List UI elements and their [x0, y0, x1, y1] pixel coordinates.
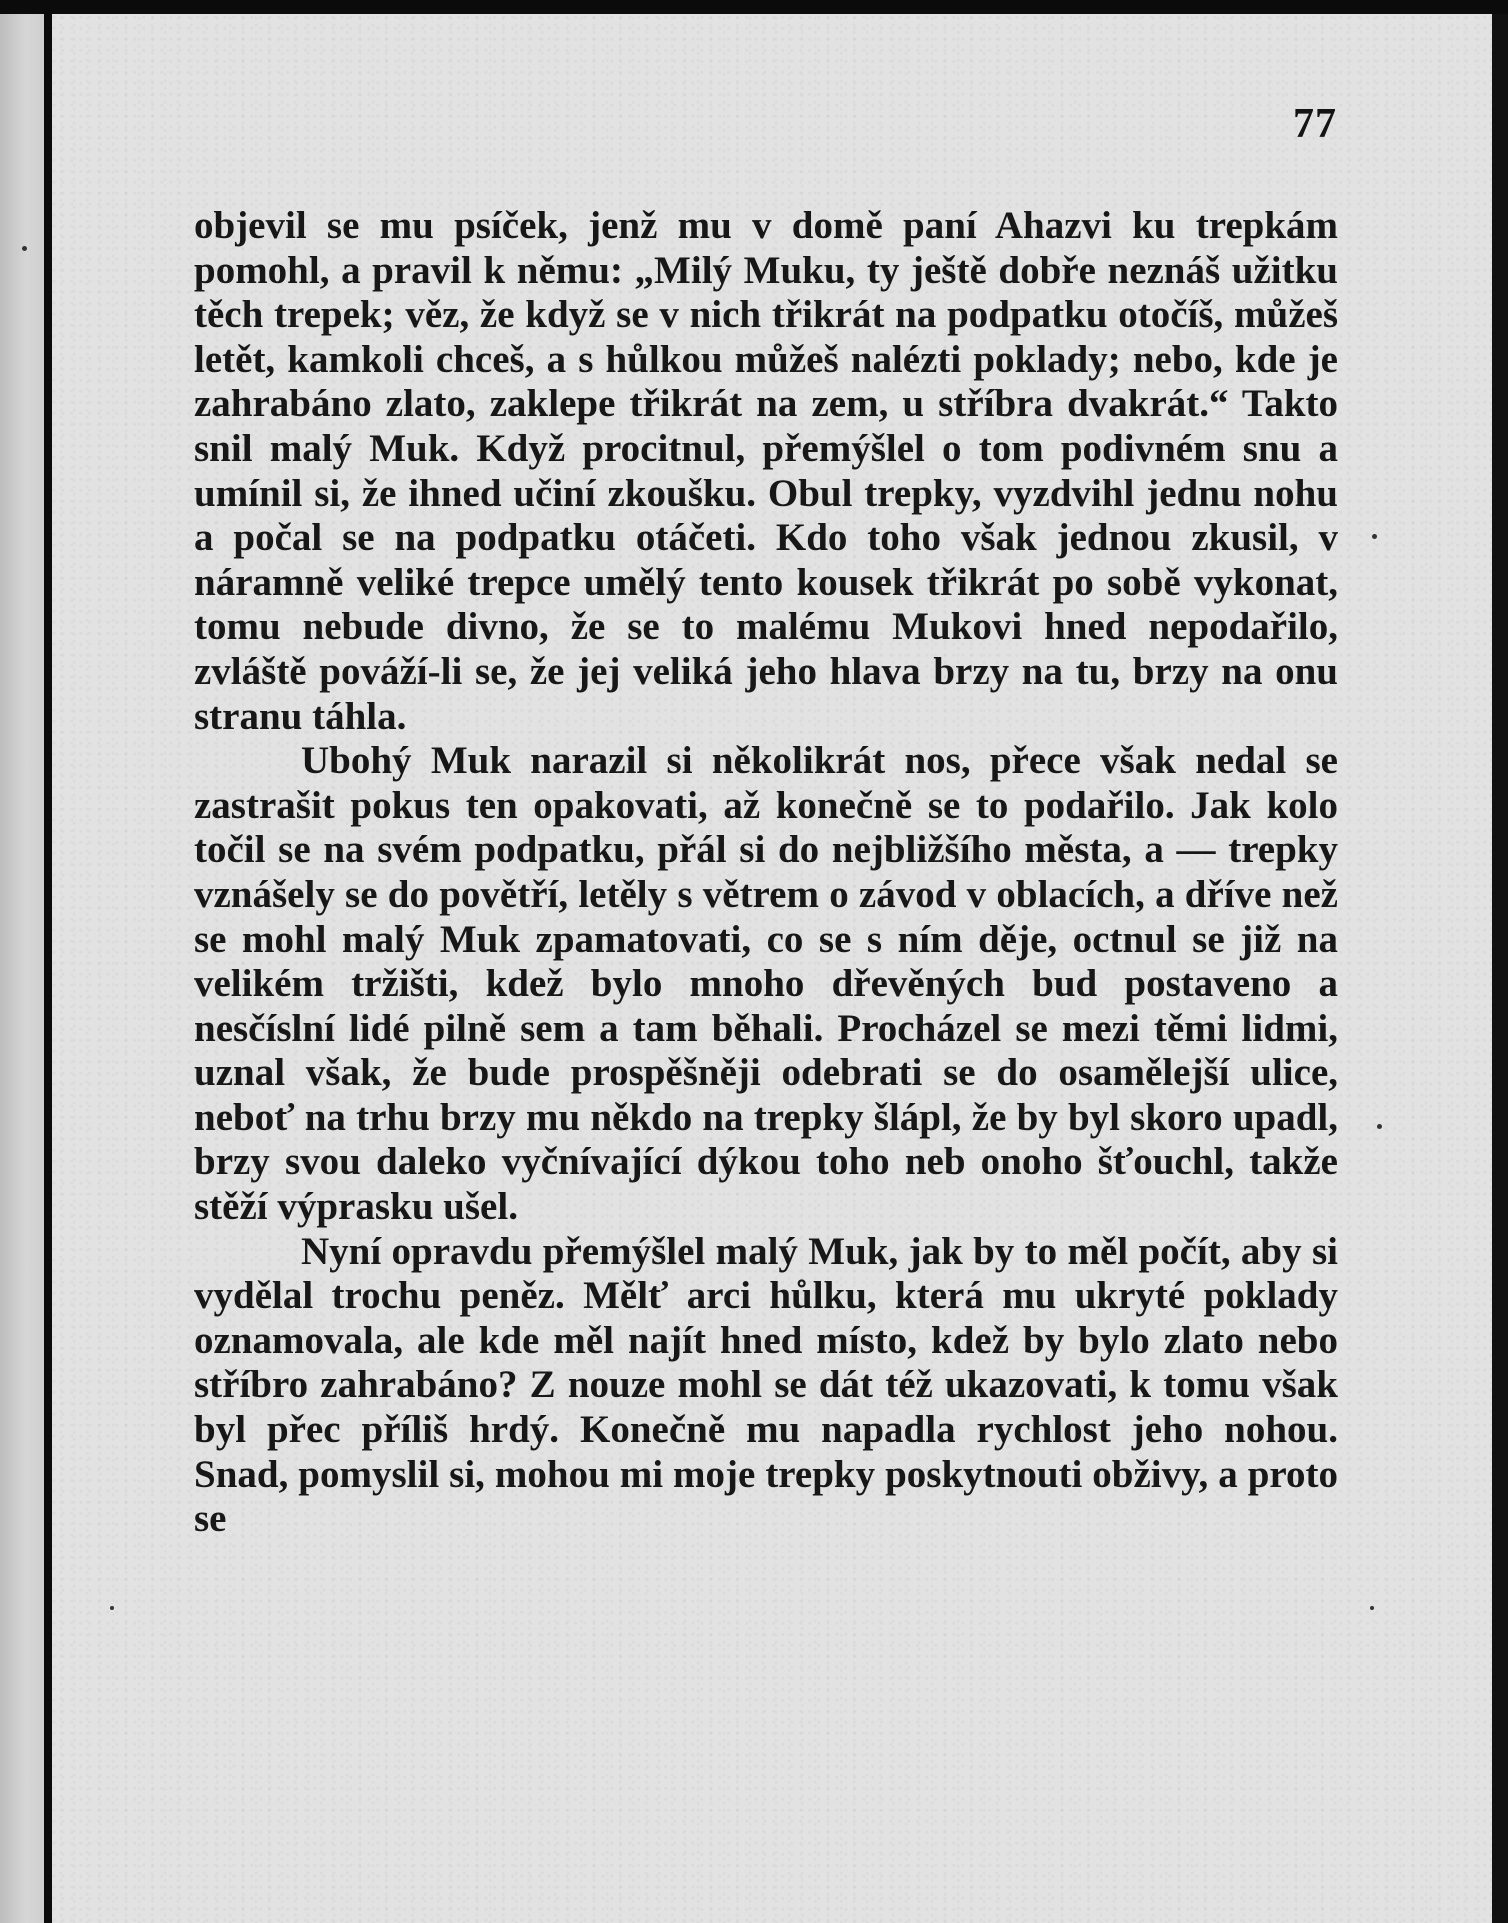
paragraph: objevil se mu psíček, jenž mu v domě paní Ahazvi ku trepkám pomohl, a pravil k němu: „Milý Muku, ty ještě dobře neznáš užitku těch trepek; věz, že když se v nich třikrát na podpatku otočíš, můžeš letět, kamkoli chceš, a s hůlkou můžeš nalézti poklady; nebo, kde je zahrabáno zlato, zaklepe třikrát na zem, u stříbra dvakrát.“ Takto snil malý Muk. Když procitnul, přemýšlel o tom podivném snu a umínil si, že ihned učiní zkoušku. Obul trepky, vyzdvihl jednu nohu a počal se na podpatku otáčeti. Kdo toho však jednou zkusil, v náramně veliké trepce umělý tento kousek třikrát po sobě vykonat, tomu nebude divno, že se to malému Mukovi hned nepodařilo, zvláště pováží-li se, že jej veliká jeho hlava brzy na tu, brzy na onu stranu táhla.: [194, 204, 1338, 738]
print-speck: [1377, 1124, 1382, 1129]
body-text: [194, 204, 1338, 1542]
print-speck: [110, 1606, 114, 1610]
paragraph: Nyní opravdu přemýšlel malý Muk, jak by to měl počít, aby si vydělal trochu peněz. Mělť arci hůlku, která mu ukryté poklady oznamovala, ale kde měl najít hned místo, kdež by bylo zlato nebo stříbro zahrabáno? Z nouze mohl se dát též ukazovati, k tomu však byl přec příliš hrdý. Konečně mu napadla rychlost jeho nohou. Snad, pomyslil si, mohou mi moje trepky poskytnouti obživy, a proto se: [194, 1229, 1338, 1541]
book-page: [52, 14, 1492, 1923]
scan-border: [1492, 14, 1508, 1923]
print-speck: [1372, 534, 1377, 539]
print-speck: [22, 246, 27, 251]
print-speck: [1370, 1606, 1374, 1610]
paragraph: Ubohý Muk narazil si několikrát nos, přece však nedal se zastrašit pokus ten opakovati, až konečně se to podařilo. Jak kolo točil se na svém podpatku, přál si do nejbližšího města, a — trepky vznášely se do povětří, letěly s větrem o závod v oblacích, a dříve než se mohl malý Muk zpamatovati, co se s ním děje, octnul se již na velikém tržišti, kdež bylo mnoho dřevěných bud postaveno a nesčíslní lidé pilně sem a tam běhali. Procházel se mezi těmi lidmi, uznal však, že bude prospěšněji odebrati se do osamělejší ulice, neboť na trhu brzy mu někdo na trepky šlápl, že by byl skoro upadl, brzy svou daleko vyčnívající dýkou toho neb onoho šťouchl, takže stěží výprasku ušel.: [194, 739, 1338, 1229]
page-number: 77: [1293, 101, 1337, 147]
previous-page-edge: [0, 14, 44, 1923]
